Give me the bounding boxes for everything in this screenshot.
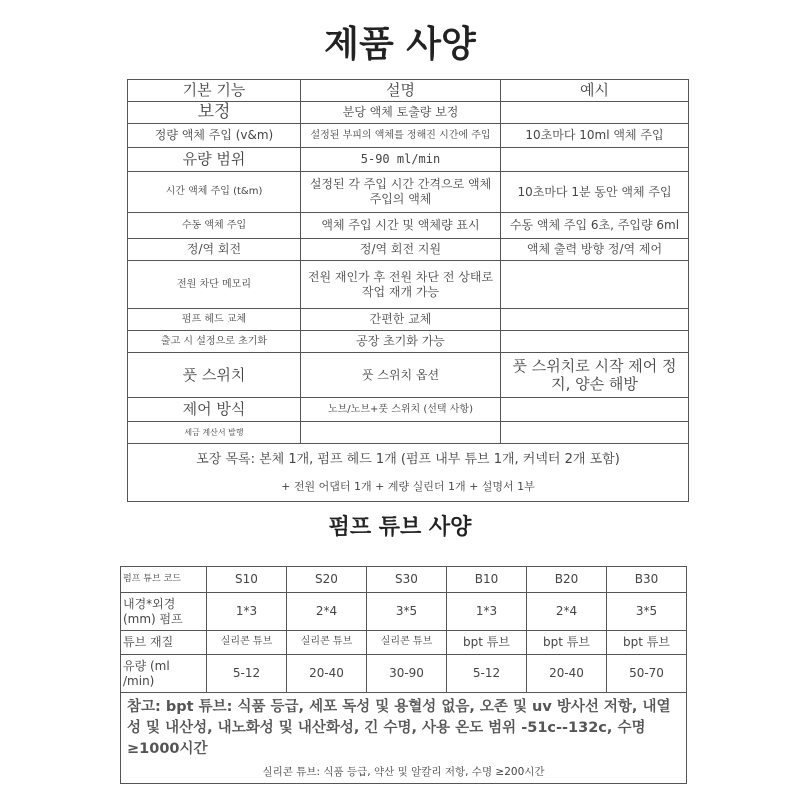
feature-cell: 풋 스위치	[128, 353, 301, 398]
example-cell	[501, 261, 689, 309]
header-example: 예시	[501, 80, 689, 102]
description-cell: 노브/노브+풋 스위치 (선택 사항)	[301, 398, 501, 422]
tube-flow-cell: 5-12	[207, 655, 287, 693]
tube-flow-cell: 20-40	[287, 655, 367, 693]
silicone-tube-note: 실리콘 튜브: 식품 등급, 약산 및 알칼리 저항, 수명 ≥200시간	[262, 766, 545, 779]
tube-flow-cell: 5-12	[447, 655, 527, 693]
tube-diameter-cell: 1*3	[207, 593, 287, 631]
example-cell: 풋 스위치로 시작 제어 정지, 양손 해방	[501, 353, 689, 398]
description-cell: 정/역 회전 지원	[301, 239, 501, 261]
feature-cell: 정량 액체 주입 (v&m)	[128, 124, 301, 148]
tube-material-cell: 실리콘 튜브	[287, 631, 367, 655]
tube-flow-row	[121, 655, 687, 693]
tube-diameter-row	[121, 593, 687, 631]
feature-cell: 보정	[128, 102, 301, 124]
feature-cell: 유량 범위	[128, 148, 301, 172]
spec-row	[128, 239, 689, 261]
tube-code-cell: B10	[447, 567, 527, 593]
feature-cell: 펌프 헤드 교체	[128, 309, 301, 331]
tube-material-cell: 실리콘 튜브	[367, 631, 447, 655]
header-description: 설명	[301, 80, 501, 102]
tube-spec-table	[120, 566, 687, 784]
description-cell: 간편한 교체	[301, 309, 501, 331]
row-label-material: 튜브 재질	[121, 631, 207, 655]
product-spec-title: 제품 사양	[324, 24, 476, 65]
tube-diameter-cell: 3*5	[367, 593, 447, 631]
tube-material-cell: bpt 튜브	[447, 631, 527, 655]
tube-material-cell: bpt 튜브	[607, 631, 687, 655]
spec-row	[128, 172, 689, 213]
tube-code-cell: S30	[367, 567, 447, 593]
row-label-diameter: 내경*외경 (mm) 펌프	[121, 593, 207, 631]
feature-cell: 수동 액체 주입	[128, 213, 301, 239]
tube-diameter-cell: 1*3	[447, 593, 527, 631]
description-cell	[301, 422, 501, 444]
feature-cell: 시간 액체 주입 (t&m)	[128, 172, 301, 213]
tube-diameter-cell: 2*4	[287, 593, 367, 631]
feature-cell: 제어 방식	[128, 398, 301, 422]
spec-row	[128, 398, 689, 422]
packing-list-row	[128, 444, 689, 502]
spec-row	[128, 261, 689, 309]
description-cell: 분당 액체 토출량 보정	[301, 102, 501, 124]
packing-list-line1: 포장 목록: 본체 1개, 펌프 헤드 1개 (펌프 내부 튜브 1개, 커넥터 2개 포함)	[196, 451, 620, 467]
tube-code-cell: S20	[287, 567, 367, 593]
description-cell: 공장 초기화 가능	[301, 331, 501, 353]
spec-row	[128, 213, 689, 239]
tube-material-cell: bpt 튜브	[527, 631, 607, 655]
spec-row	[128, 148, 689, 172]
example-cell	[501, 398, 689, 422]
tube-code-row	[121, 567, 687, 593]
tube-flow-cell: 30-90	[367, 655, 447, 693]
example-cell	[501, 331, 689, 353]
row-label-code: 펌프 튜브 코드	[121, 567, 207, 593]
tube-material-cell: 실리콘 튜브	[207, 631, 287, 655]
example-cell	[501, 148, 689, 172]
tube-diameter-cell: 2*4	[527, 593, 607, 631]
feature-cell: 전원 차단 메모리	[128, 261, 301, 309]
feature-cell: 정/역 회전	[128, 239, 301, 261]
tube-flow-cell: 20-40	[527, 655, 607, 693]
example-cell	[501, 309, 689, 331]
row-label-flow: 유량 (ml /min)	[121, 655, 207, 693]
description-cell: 5-90 ml/min	[301, 148, 501, 172]
example-cell: 10초마다 1분 동안 액체 주입	[501, 172, 689, 213]
packing-list-line2: + 전원 어댑터 1개 + 계량 실린더 1개 + 설명서 1부	[281, 480, 535, 493]
description-cell: 액체 주입 시간 및 액체량 표시	[301, 213, 501, 239]
description-cell: 설정된 각 주입 시간 간격으로 액체 주입의 액체	[301, 172, 501, 213]
spec-row	[128, 353, 689, 398]
tube-diameter-cell: 3*5	[607, 593, 687, 631]
spec-row	[128, 309, 689, 331]
description-cell: 전원 재인가 후 전원 차단 전 상태로 작업 재개 가능	[301, 261, 501, 309]
tube-code-cell: B20	[527, 567, 607, 593]
description-cell: 풋 스위치 옵션	[301, 353, 501, 398]
spec-row	[128, 102, 689, 124]
tube-code-cell: S10	[207, 567, 287, 593]
spec-header-row	[128, 80, 689, 102]
tube-material-row	[121, 631, 687, 655]
tube-note-row	[121, 693, 687, 784]
bpt-tube-note: 참고: bpt 튜브: 식품 등급, 세포 독성 및 용혈성 없음, 오존 및 uv 방사선 저항, 내열성 및 내산성, 내노화성 및 내산화성, 긴 수명, 사용 온도 범위 -51c--132c, 수명 ≥1000시간	[127, 699, 671, 758]
example-cell	[501, 102, 689, 124]
tube-spec-title: 펌프 튜브 사양	[328, 515, 472, 540]
example-cell: 수동 액체 주입 6초, 주입량 6ml	[501, 213, 689, 239]
example-cell: 액체 출력 방향 정/역 제어	[501, 239, 689, 261]
description-cell: 설정된 부피의 액체를 정해진 시간에 주입	[301, 124, 501, 148]
spec-row	[128, 331, 689, 353]
feature-cell: 출고 시 설정으로 초기화	[128, 331, 301, 353]
feature-cell: 세금 계산서 발행	[128, 422, 301, 444]
example-cell: 10초마다 10ml 액체 주입	[501, 124, 689, 148]
tube-flow-cell: 50-70	[607, 655, 687, 693]
spec-row	[128, 124, 689, 148]
spec-row	[128, 422, 689, 444]
product-spec-table	[127, 79, 689, 502]
tube-code-cell: B30	[607, 567, 687, 593]
example-cell	[501, 422, 689, 444]
header-feature: 기본 기능	[128, 80, 301, 102]
